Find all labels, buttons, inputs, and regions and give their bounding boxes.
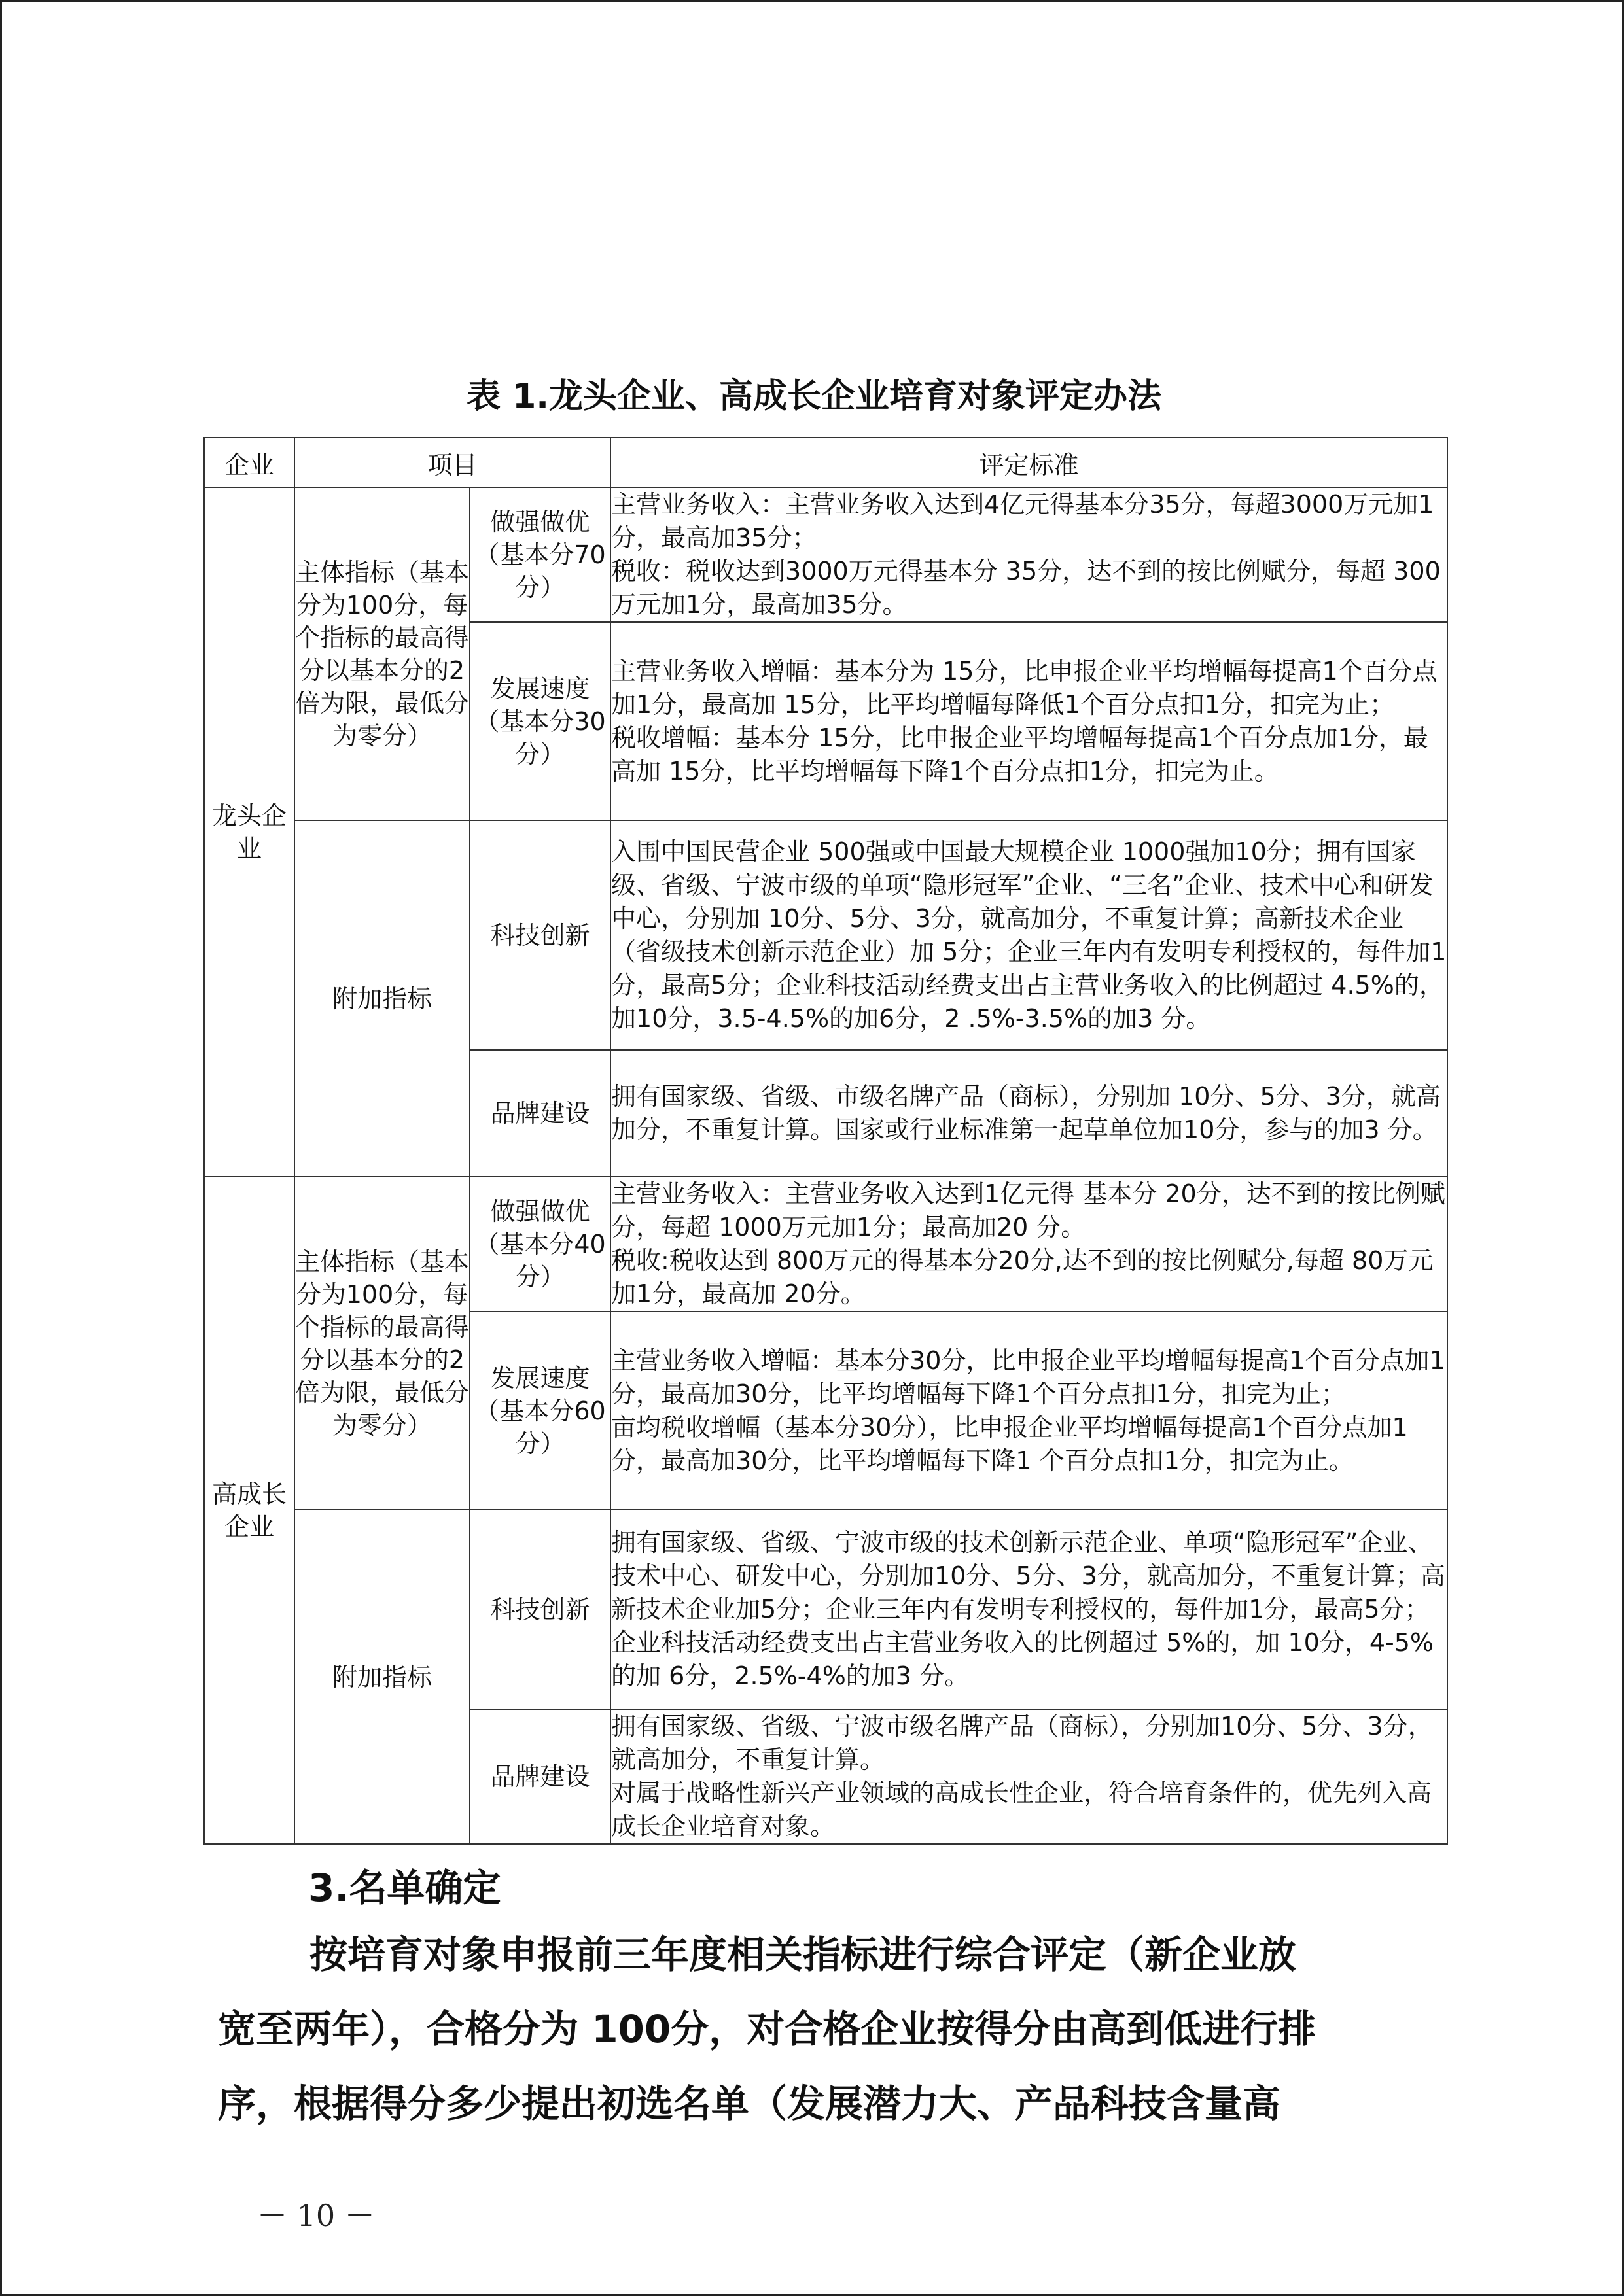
- dragon-sub-brand: 品牌建设: [470, 1050, 610, 1177]
- table-row: [204, 1510, 1447, 1709]
- evaluation-table: [203, 437, 1448, 1845]
- growth-sub-strong: 做强做优（基本分40分）: [470, 1177, 610, 1312]
- company-dragon: 龙头企业: [204, 487, 294, 1177]
- header-item: 项目: [294, 438, 610, 487]
- page-number: － 10 －: [257, 2198, 375, 2233]
- dragon-extra-indicator: 附加指标: [294, 820, 470, 1177]
- dragon-crit-tech: 入围中国民营企业 500强或中国最大规模企业 1000强加10分；拥有国家级、省级、宁波市级的单项“隐形冠军”企业、“三名”企业、技术中心和研发中心，分别加 10分、5分、3分，就高加分，不重复计算；高新技术企业（省级技术创新示范企业）加 5分；企业三年内有发明专利授权的，每件加1分，最高5分；企业科技活动经费支出占主营业务收入的比例超过 4.5%的，加10分，3.5-4.5%的加6分，2 .5%-3.5%的加3 分。: [610, 820, 1447, 1050]
- growth-main-indicator: 主体指标（基本分为100分，每个指标的最高得分以基本分的2倍为限，最低分为零分）: [294, 1177, 470, 1510]
- dragon-sub-strong: 做强做优（基本分70分）: [470, 487, 610, 622]
- dragon-main-indicator: 主体指标（基本分为100分，每个指标的最高得分以基本分的2倍为限，最低分为零分）: [294, 487, 470, 820]
- paragraph-line: 宽至两年），合格分为 100分，对合格企业按得分由高到低进行排: [218, 2007, 1316, 2051]
- growth-crit-strong: 主营业务收入：主营业务收入达到1亿元得 基本分 20分，达不到的按比例赋分，每超 1000万元加1分；最高加20 分。 税收:税收达到 800万元的得基本分20分,达不到的按比例赋分,每超 80万元加1分，最高加 20分。: [610, 1177, 1447, 1312]
- paragraph-line: 按培育对象申报前三年度相关指标进行综合评定（新企业放: [309, 1932, 1297, 1977]
- growth-sub-tech: 科技创新: [470, 1510, 610, 1709]
- dragon-crit-strong: 主营业务收入：主营业务收入达到4亿元得基本分35分，每超3000万元加1分，最高加35分； 税收：税收达到3000万元得基本分 35分，达不到的按比例赋分，每超 300万元加1分，最高加35分。: [610, 487, 1447, 622]
- table-row: [204, 1177, 1447, 1312]
- dragon-sub-tech: 科技创新: [470, 820, 610, 1050]
- table-row: [204, 820, 1447, 1050]
- table-title: 表 1.龙头企业、高成长企业培育对象评定办法: [466, 377, 1162, 416]
- growth-crit-tech: 拥有国家级、省级、宁波市级的技术创新示范企业、单项“隐形冠军”企业、技术中心、研发中心，分别加10分、5分、3分，就高加分，不重复计算；高新技术企业加5分；企业三年内有发明专利授权的，每件加1分，最高5分； 企业科技活动经费支出占主营业务收入的比例超过 5%的，加 10分，4-5%的加 6分，2.5%-4%的加3 分。: [610, 1510, 1447, 1709]
- growth-crit-speed: 主营业务收入增幅：基本分30分，比申报企业平均增幅每提高1个百分点加1分，最高加30分，比平均增幅每下降1个百分点扣1分，扣完为止； 亩均税收增幅（基本分30分），比申报企业平均增幅每提高1个百分点加1分，最高加30分，比平均增幅每下降1 个百分点扣1分，扣完为止。: [610, 1312, 1447, 1510]
- dragon-crit-brand: 拥有国家级、省级、市级名牌产品（商标），分别加 10分、5分、3分，就高加分，不重复计算。国家或行业标准第一起草单位加10分，参与的加3 分。: [610, 1050, 1447, 1177]
- table-row: [204, 487, 1447, 622]
- growth-extra-indicator: 附加指标: [294, 1510, 470, 1844]
- dragon-crit-speed: 主营业务收入增幅：基本分为 15分，比申报企业平均增幅每提高1个百分点加1分，最高加 15分，比平均增幅每降低1个百分点扣1分，扣完为止； 税收增幅：基本分 15分，比申报企业平均增幅每提高1个百分点加1分，最高加 15分，比平均增幅每下降1个百分点扣1分，扣完为止。: [610, 622, 1447, 820]
- body-paragraph: [218, 1917, 1461, 2141]
- header-company: 企业: [204, 438, 294, 487]
- company-growth: 高成长企业: [204, 1177, 294, 1844]
- dragon-sub-speed: 发展速度（基本分30分）: [470, 622, 610, 820]
- table-header-row: [204, 438, 1447, 487]
- header-criteria: 评定标准: [610, 438, 1447, 487]
- paragraph-line: 序，根据得分多少提出初选名单（发展潜力大、产品科技含量高: [218, 2081, 1281, 2126]
- section-heading: 3.名单确定: [308, 1866, 501, 1910]
- growth-sub-brand: 品牌建设: [470, 1709, 610, 1844]
- growth-crit-brand: 拥有国家级、省级、宁波市级名牌产品（商标），分别加10分、5分、3分，就高加分，不重复计算。 对属于战略性新兴产业领域的高成长性企业，符合培育条件的，优先列入高成长企业培育对象。: [610, 1709, 1447, 1844]
- growth-sub-speed: 发展速度（基本分60分）: [470, 1312, 610, 1510]
